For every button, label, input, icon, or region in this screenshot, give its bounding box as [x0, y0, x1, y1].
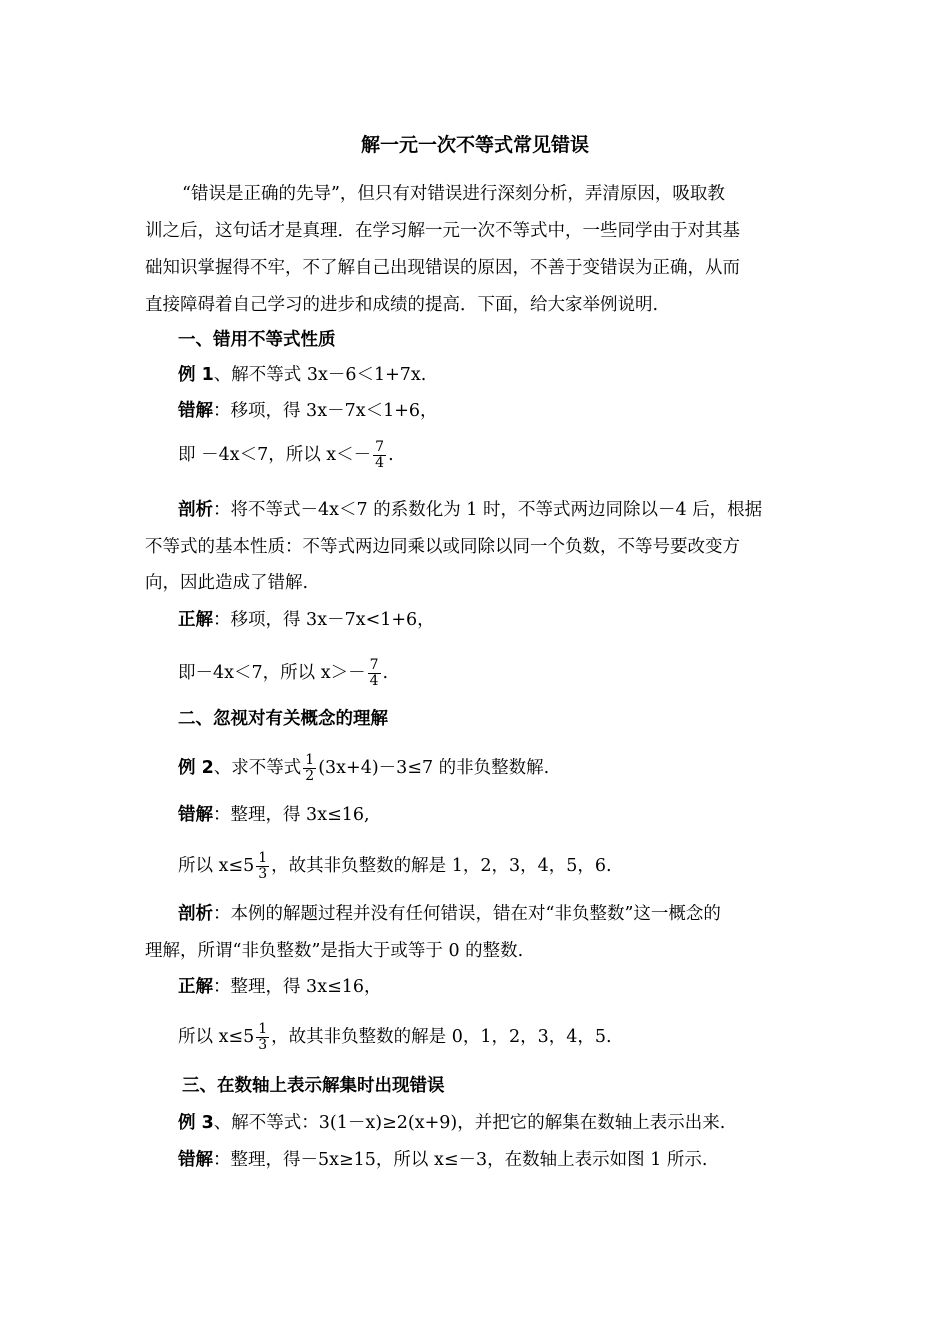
fraction — [373, 440, 386, 471]
page-title: 解一元一次不等式常见错误 — [360, 134, 589, 156]
wrong-text: ：移项，得 3x－7x＜1+6， — [213, 401, 438, 421]
analysis-2 — [178, 903, 721, 925]
right-line2-end: ，故其非负整数的解是 0，1，2，3，4，5. — [271, 1027, 612, 1047]
fraction-numerator: 1 — [258, 1021, 268, 1037]
fraction — [256, 851, 269, 882]
right-solution-2 — [178, 976, 382, 998]
fraction-denominator: 2 — [305, 768, 315, 784]
wrong-solution-1-line2 — [178, 440, 394, 471]
right-text: ：移项，得 3x－7x<1+6， — [213, 610, 435, 630]
example-1 — [178, 364, 426, 386]
fraction — [368, 658, 381, 689]
example-text: 、解不等式：3(1－x)≥2(x+9)，并把它的解集在数轴上表示出来. — [213, 1113, 726, 1133]
example-label: 例 2 — [178, 758, 214, 778]
right-line2-text: 即－4x＜7，所以 x＞－ — [178, 663, 366, 683]
fraction-numerator: 1 — [258, 850, 268, 866]
example-text: 、求不等式 — [213, 758, 302, 778]
wrong-line2-end: . — [388, 445, 394, 465]
section-1-heading: 一、错用不等式性质 — [178, 330, 336, 350]
example-text-end: (3x+4)－3≤7 的非负整数解. — [318, 758, 550, 778]
wrong-text: ：整理，得－5x≥15，所以 x≤－3，在数轴上表示如图 1 所示. — [213, 1150, 708, 1170]
example-label: 例 3 — [178, 1113, 214, 1133]
intro-line: 训之后，这句话才是真理．在学习解一元一次不等式中，一些同学由于对其基 — [145, 221, 740, 241]
right-text: ：整理，得 3x≤16， — [213, 977, 382, 997]
fraction-denominator: 3 — [258, 866, 268, 882]
section-3-heading: 三、在数轴上表示解集时出现错误 — [182, 1076, 445, 1096]
wrong-solution-3 — [178, 1149, 708, 1171]
wrong-solution-2-line2 — [178, 851, 612, 882]
wrong-label: 错解 — [178, 805, 213, 825]
right-solution-2-line2 — [178, 1022, 612, 1053]
right-line2-end: . — [382, 663, 389, 683]
fraction-denominator: 4 — [369, 673, 379, 689]
wrong-line2-text: 即 －4x＜7，所以 x＜－ — [178, 445, 372, 465]
analysis-text: ：将不等式－4x＜7 的系数化为 1 时，不等式两边同除以－4 后，根据 — [213, 500, 763, 520]
right-label: 正解 — [178, 610, 213, 630]
fraction-numerator: 1 — [305, 752, 315, 768]
wrong-line2-text: 所以 x≤5 — [178, 856, 255, 876]
analysis-label: 剖析 — [178, 904, 213, 924]
example-3 — [178, 1112, 725, 1134]
wrong-solution-1 — [178, 400, 438, 422]
wrong-text: ：整理，得 3x≤16, — [213, 805, 370, 825]
analysis-1-line: 不等式的基本性质：不等式两边同乘以或同除以同一个负数，不等号要改变方 — [145, 537, 740, 557]
example-text: 、解不等式 3x－6＜1+7x. — [213, 365, 427, 385]
right-label: 正解 — [178, 977, 213, 997]
fraction — [303, 753, 316, 784]
intro-line: “错误是正确的先导”，但只有对错误进行深刻分析，弄清原因，吸取教 — [182, 184, 725, 204]
wrong-solution-2 — [178, 804, 370, 826]
right-solution-1 — [178, 609, 435, 631]
intro-line: 直接障碍着自己学习的进步和成绩的提高．下面，给大家举例说明. — [145, 295, 659, 315]
analysis-text: ：本例的解题过程并没有任何错误，错在对“非负整数”这一概念的 — [213, 904, 721, 924]
analysis-1 — [178, 499, 762, 521]
wrong-line2-end: ，故其非负整数的解是 1，2，3，4，5，6. — [271, 856, 612, 876]
example-2 — [178, 753, 549, 784]
fraction-denominator: 3 — [258, 1037, 268, 1053]
fraction-numerator: 7 — [369, 657, 379, 673]
fraction-denominator: 4 — [375, 455, 385, 471]
fraction-numerator: 7 — [375, 439, 385, 455]
analysis-1-line: 向，因此造成了错解. — [145, 573, 309, 593]
section-2-heading: 二、忽视对有关概念的理解 — [178, 709, 388, 729]
analysis-label: 剖析 — [178, 500, 213, 520]
analysis-2-line: 理解，所谓“非负整数”是指大于或等于 0 的整数. — [145, 941, 524, 961]
wrong-label: 错解 — [178, 1150, 213, 1170]
example-label: 例 1 — [178, 365, 214, 385]
right-solution-1-line2 — [178, 658, 388, 689]
wrong-label: 错解 — [178, 401, 213, 421]
fraction — [256, 1022, 269, 1053]
right-line2-text: 所以 x≤5 — [178, 1027, 255, 1047]
intro-line: 础知识掌握得不牢，不了解自己出现错误的原因，不善于变错误为正确，从而 — [145, 258, 740, 278]
